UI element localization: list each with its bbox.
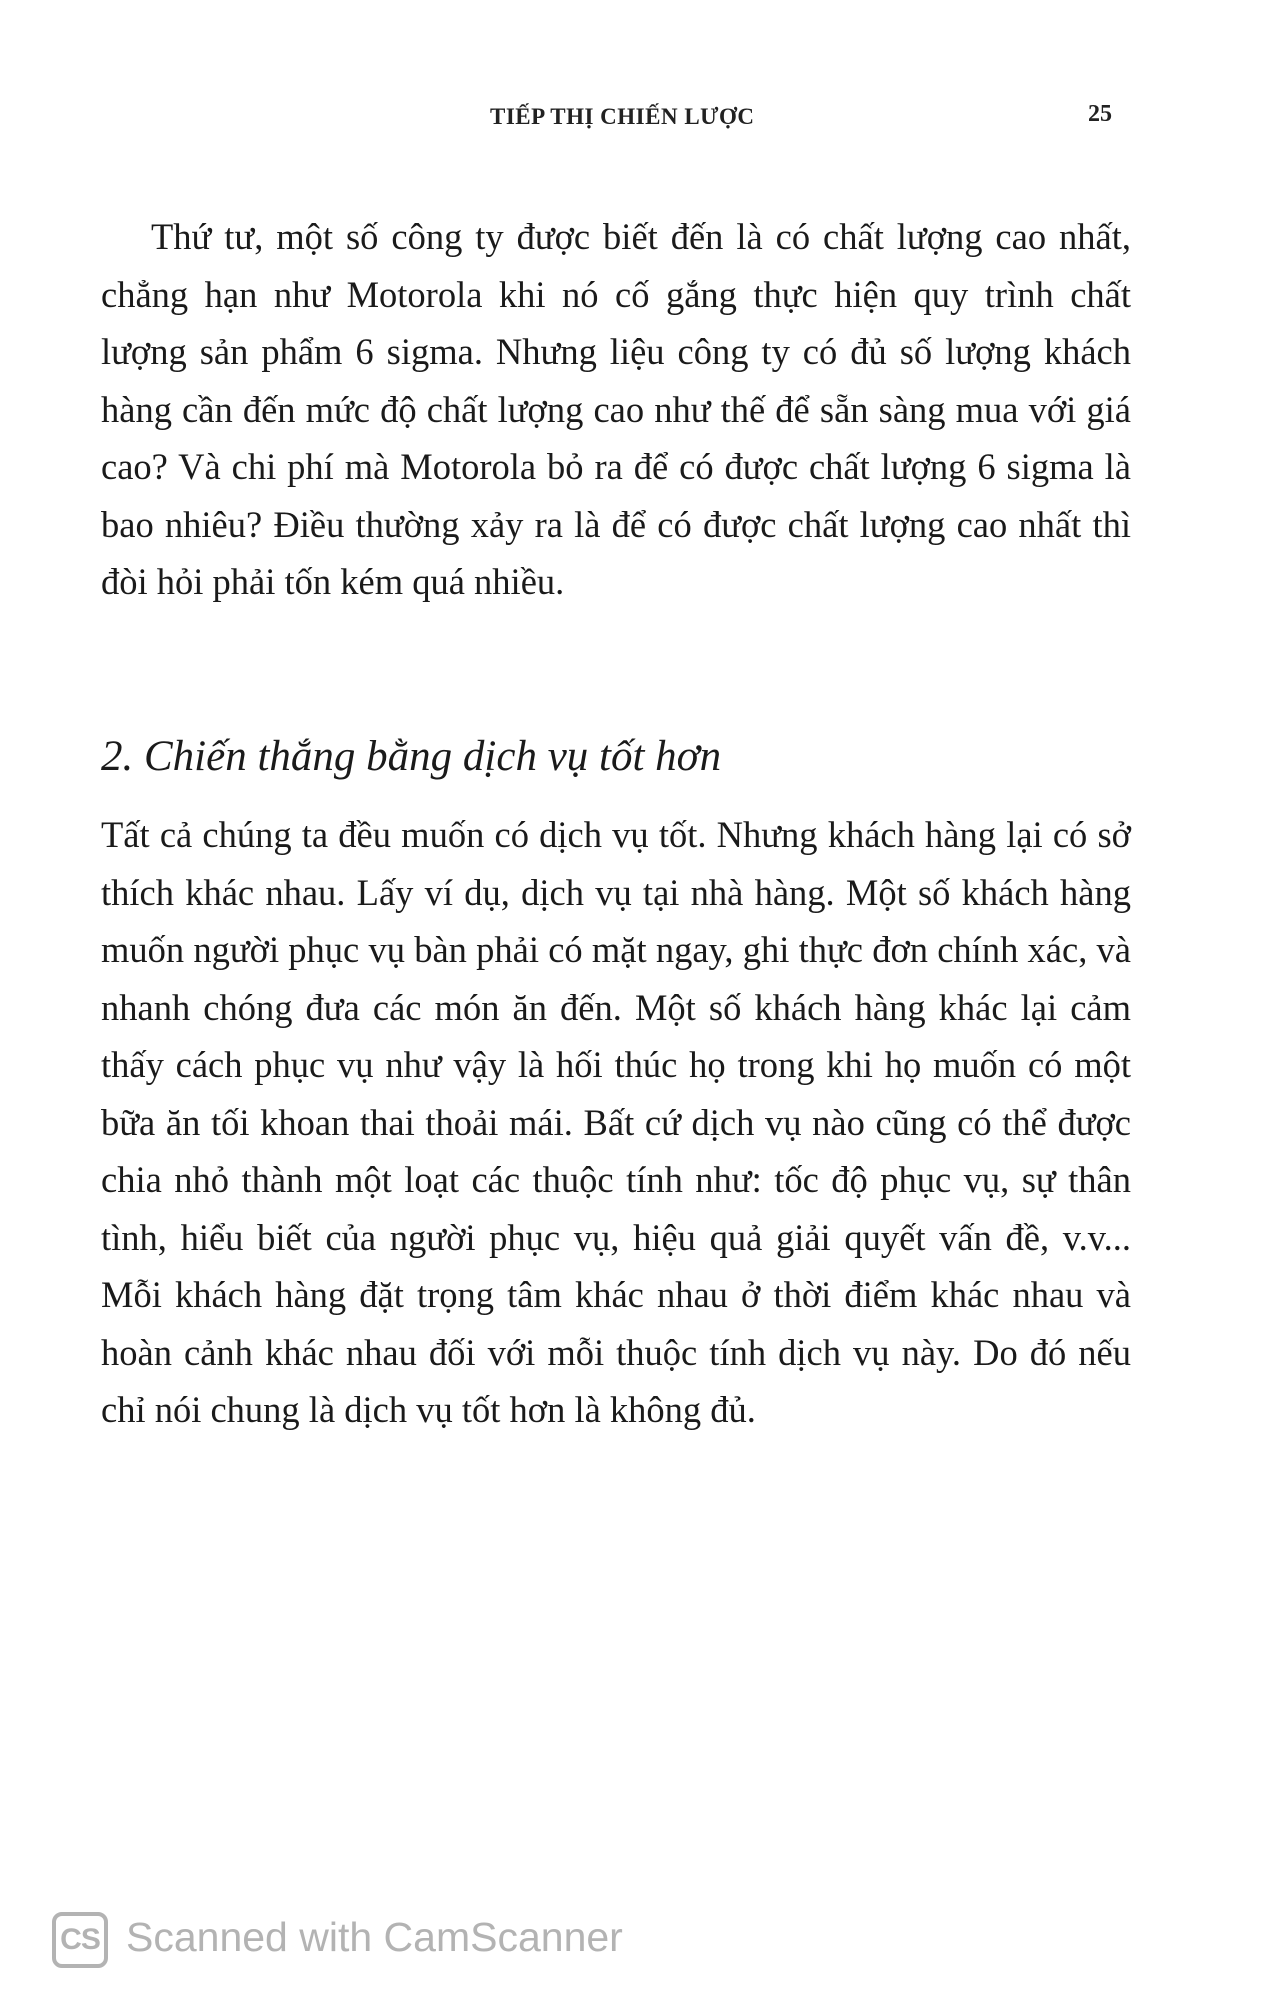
running-header <box>0 96 1280 136</box>
camscanner-watermark <box>52 1910 852 1974</box>
camscanner-logo-icon: CS <box>52 1912 108 1968</box>
body-paragraph-1: Thứ tư, một số công ty được biết đến là có chất lượng cao nhất, chẳng hạn như Motorola khi nó cố gắng thực hiện quy trình chất lượng sản phẩm 6 sigma. Nhưng liệu công ty có đủ số lượng khách hàng cần đến mức độ chất lượng cao như thế để sẵn sàng mua với giá cao? Và chi phí mà Motorola bỏ ra để có được chất lượng 6 sigma là bao nhiêu? Điều thường xảy ra là để có được chất lượng cao nhất thì đòi hỏi phải tốn kém quá nhiều. <box>101 216 1131 602</box>
page-number: 25 <box>1088 101 1112 127</box>
running-title: TIẾP THỊ CHIẾN LƯỢC <box>490 104 755 129</box>
camscanner-watermark-text: Scanned with CamScanner <box>126 1914 623 1960</box>
section-heading: 2. Chiến thắng bằng dịch vụ tốt hơn <box>101 733 722 780</box>
body-paragraph-2: Tất cả chúng ta đều muốn có dịch vụ tốt. Nhưng khách hàng lại có sở thích khác nhau. Lấy ví dụ, dịch vụ tại nhà hàng. Một số khách hàng muốn người phục vụ bàn phải có mặt ngay, ghi thực đơn chính xác, và nhanh chóng đưa các món ăn đến. Một số khách hàng khác lại cảm thấy cách phục vụ như vậy là hối thúc họ trong khi họ muốn có một bữa ăn tối khoan thai thoải mái. Bất cứ dịch vụ nào cũng có thể được chia nhỏ thành một loạt các thuộc tính như: tốc độ phục vụ, sự thân tình, hiểu biết của người phục vụ, hiệu quả giải quyết vấn đề, v.v... Mỗi khách hàng đặt trọng tâm khác nhau ở thời điểm khác nhau và hoàn cảnh khác nhau đối với mỗi thuộc tính dịch vụ này. Do đó nếu chỉ nói chung là dịch vụ tốt hơn là không đủ. <box>101 814 1131 1430</box>
